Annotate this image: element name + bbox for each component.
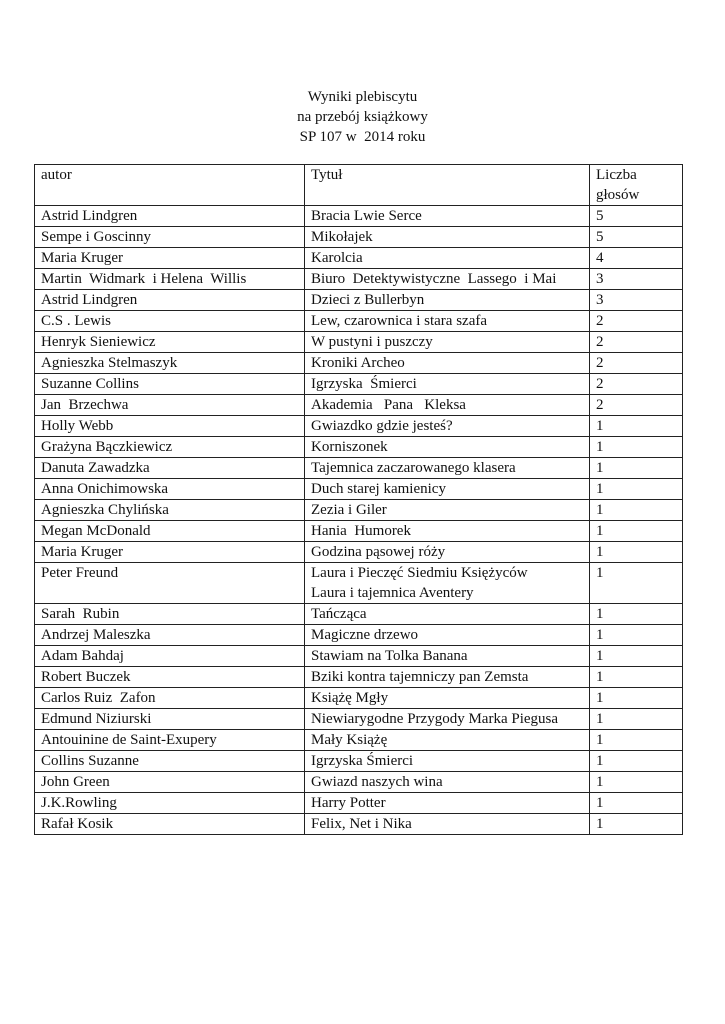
title-line-2: na przebój książkowy	[297, 109, 428, 125]
results-table-body	[35, 206, 683, 835]
title-line-1: Wyniki plebiscytu	[307, 89, 418, 105]
table-row	[35, 311, 683, 332]
cell-author: Rafał Kosik	[35, 814, 305, 835]
results-table	[34, 164, 683, 835]
cell-votes: 1	[590, 416, 683, 437]
cell-title: Felix, Net i Nika	[305, 814, 590, 835]
cell-title: Lew, czarownica i stara szafa	[305, 311, 590, 332]
cell-votes: 2	[590, 353, 683, 374]
cell-votes: 1	[590, 563, 683, 604]
cell-title: Harry Potter	[305, 793, 590, 814]
cell-votes: 1	[590, 667, 683, 688]
table-row	[35, 437, 683, 458]
cell-votes: 5	[590, 227, 683, 248]
title-line-3: SP 107 w 2014 roku	[299, 129, 426, 145]
cell-votes: 2	[590, 395, 683, 416]
cell-author: Antouinine de Saint-Exupery	[35, 730, 305, 751]
cell-title: Bracia Lwie Serce	[305, 206, 590, 227]
document-title	[0, 87, 725, 147]
cell-title: Biuro Detektywistyczne Lassego i Mai	[305, 269, 590, 290]
cell-author: Maria Kruger	[35, 542, 305, 563]
table-row	[35, 416, 683, 437]
cell-author: John Green	[35, 772, 305, 793]
table-row	[35, 604, 683, 625]
cell-votes: 1	[590, 793, 683, 814]
cell-votes: 1	[590, 479, 683, 500]
cell-author: Holly Webb	[35, 416, 305, 437]
cell-title: Magiczne drzewo	[305, 625, 590, 646]
cell-title: Gwiazdko gdzie jesteś?	[305, 416, 590, 437]
table-row	[35, 479, 683, 500]
cell-author: Astrid Lindgren	[35, 206, 305, 227]
cell-title: Mikołajek	[305, 227, 590, 248]
cell-title: Niewiarygodne Przygody Marka Piegusa	[305, 709, 590, 730]
table-row	[35, 290, 683, 311]
cell-title: Gwiazd naszych wina	[305, 772, 590, 793]
header-author: autor	[35, 165, 305, 206]
table-row	[35, 353, 683, 374]
table-row	[35, 793, 683, 814]
table-row	[35, 688, 683, 709]
cell-author: Collins Suzanne	[35, 751, 305, 772]
cell-title: Akademia Pana Kleksa	[305, 395, 590, 416]
table-row	[35, 751, 683, 772]
cell-author: Danuta Zawadzka	[35, 458, 305, 479]
cell-votes: 2	[590, 332, 683, 353]
table-row	[35, 563, 683, 604]
table-row	[35, 730, 683, 751]
cell-author: Suzanne Collins	[35, 374, 305, 395]
cell-title: Zezia i Giler	[305, 500, 590, 521]
cell-author: Sarah Rubin	[35, 604, 305, 625]
cell-title: Tajemnica zaczarowanego klasera	[305, 458, 590, 479]
cell-votes: 3	[590, 269, 683, 290]
table-row	[35, 248, 683, 269]
cell-votes: 1	[590, 730, 683, 751]
cell-author: Agnieszka Stelmaszyk	[35, 353, 305, 374]
cell-votes: 4	[590, 248, 683, 269]
table-row	[35, 332, 683, 353]
table-row	[35, 227, 683, 248]
cell-votes: 1	[590, 437, 683, 458]
cell-title: Stawiam na Tolka Banana	[305, 646, 590, 667]
cell-title: Karolcia	[305, 248, 590, 269]
header-title: Tytuł	[305, 165, 590, 206]
cell-votes: 1	[590, 542, 683, 563]
table-row	[35, 458, 683, 479]
cell-author: Megan McDonald	[35, 521, 305, 542]
cell-author: Robert Buczek	[35, 667, 305, 688]
cell-title: Igrzyska Śmierci	[305, 751, 590, 772]
cell-votes: 3	[590, 290, 683, 311]
cell-votes: 2	[590, 311, 683, 332]
cell-votes: 1	[590, 772, 683, 793]
cell-author: Grażyna Bączkiewicz	[35, 437, 305, 458]
cell-votes: 1	[590, 500, 683, 521]
cell-title: Mały Książę	[305, 730, 590, 751]
cell-author: C.S . Lewis	[35, 311, 305, 332]
table-row	[35, 625, 683, 646]
cell-author: Sempe i Goscinny	[35, 227, 305, 248]
cell-votes: 1	[590, 709, 683, 730]
cell-author: Edmund Niziurski	[35, 709, 305, 730]
table-row	[35, 667, 683, 688]
cell-votes: 1	[590, 458, 683, 479]
cell-title: Bziki kontra tajemniczy pan Zemsta	[305, 667, 590, 688]
cell-author: Carlos Ruiz Zafon	[35, 688, 305, 709]
table-row	[35, 709, 683, 730]
cell-author: J.K.Rowling	[35, 793, 305, 814]
cell-author: Maria Kruger	[35, 248, 305, 269]
cell-author: Astrid Lindgren	[35, 290, 305, 311]
cell-title: Hania Humorek	[305, 521, 590, 542]
cell-author: Peter Freund	[35, 563, 305, 604]
cell-author: Agnieszka Chylińska	[35, 500, 305, 521]
cell-votes: 5	[590, 206, 683, 227]
table-row	[35, 374, 683, 395]
table-row	[35, 521, 683, 542]
table-row	[35, 206, 683, 227]
cell-votes: 2	[590, 374, 683, 395]
cell-title: Kroniki Archeo	[305, 353, 590, 374]
cell-title: Korniszonek	[305, 437, 590, 458]
cell-votes: 1	[590, 625, 683, 646]
table-row	[35, 500, 683, 521]
cell-title: Godzina pąsowej róży	[305, 542, 590, 563]
table-row	[35, 814, 683, 835]
cell-votes: 1	[590, 521, 683, 542]
cell-title: Dzieci z Bullerbyn	[305, 290, 590, 311]
cell-votes: 1	[590, 751, 683, 772]
cell-author: Jan Brzechwa	[35, 395, 305, 416]
cell-title: Igrzyska Śmierci	[305, 374, 590, 395]
table-row	[35, 542, 683, 563]
cell-author: Martin Widmark i Helena Willis	[35, 269, 305, 290]
cell-title: Tańcząca	[305, 604, 590, 625]
table-row	[35, 395, 683, 416]
cell-author: Andrzej Maleszka	[35, 625, 305, 646]
cell-title: W pustyni i puszczy	[305, 332, 590, 353]
cell-votes: 1	[590, 688, 683, 709]
cell-votes: 1	[590, 646, 683, 667]
table-header-row	[35, 165, 683, 206]
cell-votes: 1	[590, 604, 683, 625]
header-votes: Liczba głosów	[590, 165, 683, 206]
cell-votes: 1	[590, 814, 683, 835]
cell-title: Duch starej kamienicy	[305, 479, 590, 500]
cell-author: Henryk Sieniewicz	[35, 332, 305, 353]
cell-author: Anna Onichimowska	[35, 479, 305, 500]
table-row	[35, 269, 683, 290]
cell-title: Książę Mgły	[305, 688, 590, 709]
table-row	[35, 772, 683, 793]
table-row	[35, 646, 683, 667]
cell-author: Adam Bahdaj	[35, 646, 305, 667]
cell-title: Laura i Pieczęć Siedmiu Księżyców Laura i tajemnica Aventery	[305, 563, 590, 604]
